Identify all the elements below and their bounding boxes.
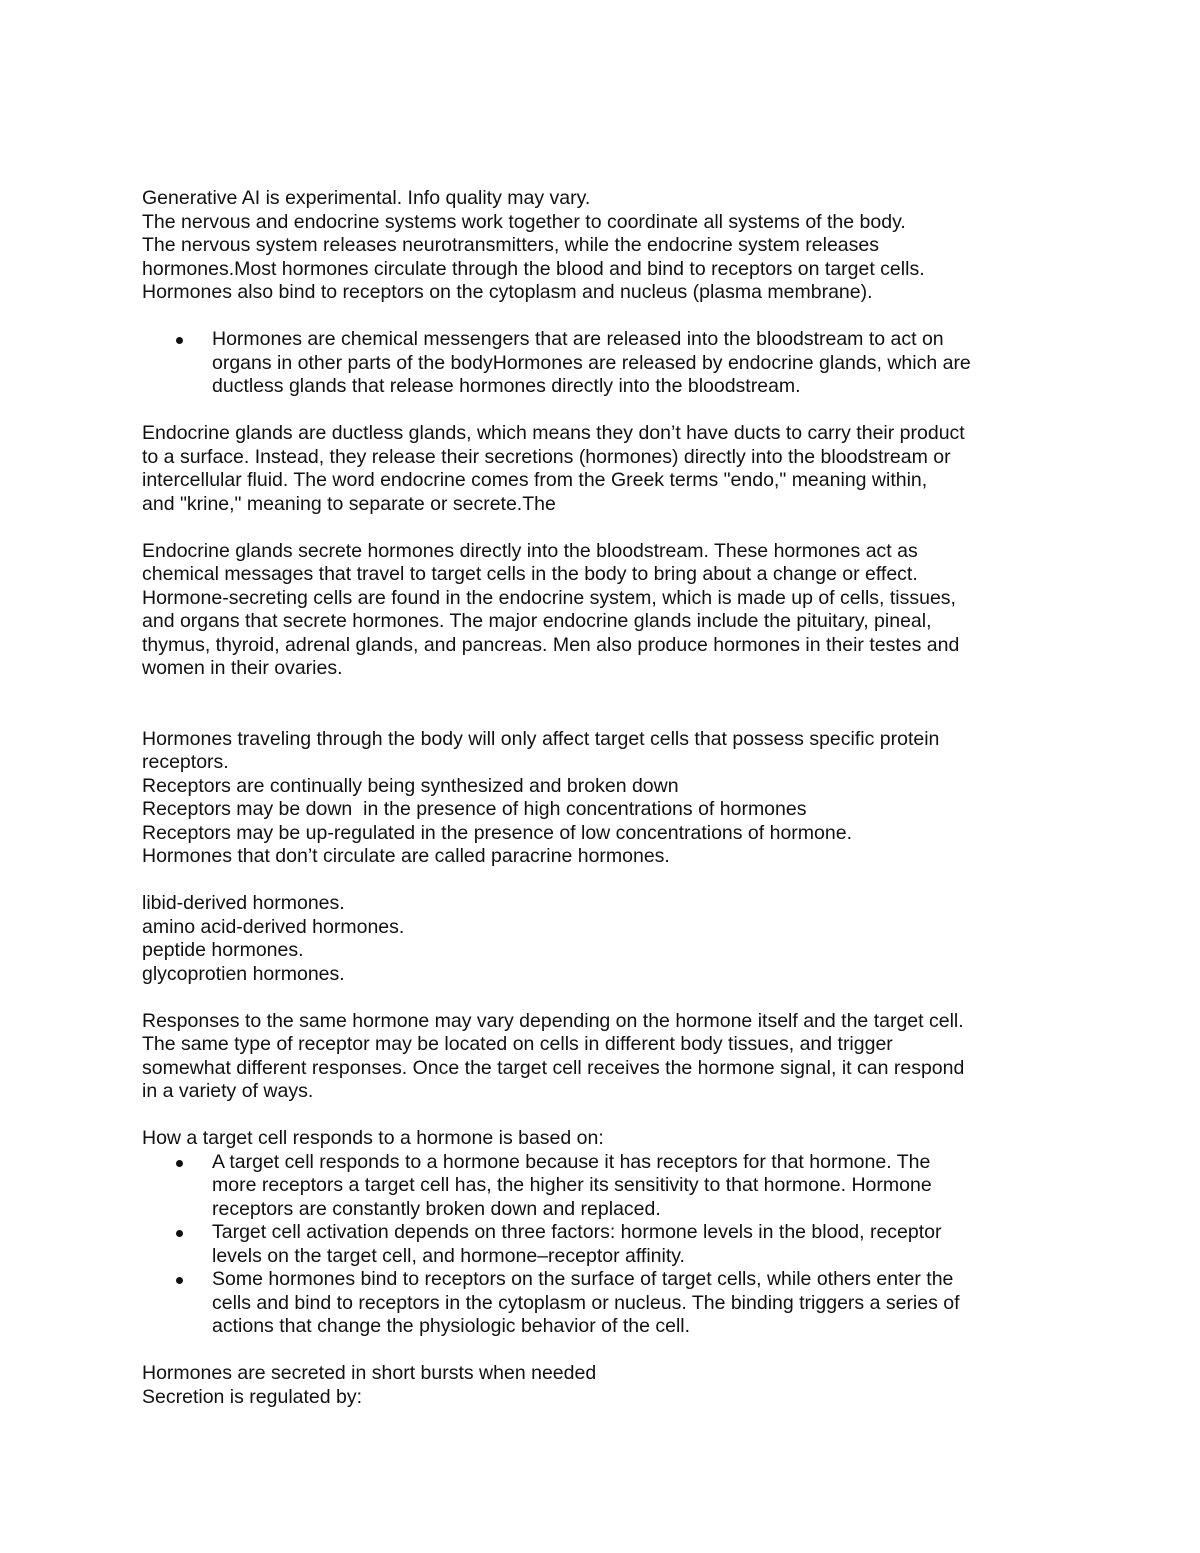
- text-line: Secretion is regulated by:: [142, 1385, 363, 1408]
- text-line: levels on the target cell, and hormone–receptor affinity.: [212, 1244, 685, 1267]
- text-line: libid-derived hormones.: [142, 892, 345, 914]
- text-line: receptors are constantly broken down and replaced.: [212, 1197, 661, 1220]
- text-line: chemical messages that travel to target cells in the body to bring about a change or effect.: [142, 563, 918, 585]
- document-page: [142, 187, 1062, 1409]
- text-line: Hormones are chemical messengers that are released into the bloodstream to act on: [212, 328, 944, 350]
- paragraph-spacer: [142, 986, 1062, 1010]
- paragraph-spacer: [142, 1104, 1062, 1128]
- list-item: [212, 1221, 1062, 1268]
- text-line: organs in other parts of the bodyHormones are released by endocrine glands, which are: [212, 351, 971, 374]
- text-line: The nervous and endocrine systems work together to coordinate all systems of the body.: [142, 210, 906, 233]
- intro-paragraph: [142, 187, 1062, 305]
- text-line: Receptors may be down in the presence of high concentrations of hormones: [142, 798, 807, 820]
- text-line: and organs that secrete hormones. The major endocrine glands include the pituitary, pineal,: [142, 610, 932, 632]
- text-line: Hormones traveling through the body will only affect target cells that possess specific protein: [142, 727, 940, 750]
- paragraph-spacer: [142, 869, 1062, 893]
- ductless-paragraph: [142, 422, 1062, 516]
- closing-paragraph: [142, 1362, 1062, 1409]
- bullet-icon: [176, 1160, 183, 1167]
- bullet-list-responses: [142, 1151, 1062, 1339]
- text-line: Receptors may be up-regulated in the presence of low concentrations of hormone.: [142, 821, 852, 844]
- text-line: receptors.: [142, 751, 229, 773]
- text-line: cells and bind to receptors in the cytoplasm or nucleus. The binding triggers a series of: [212, 1291, 960, 1314]
- text-line: glycoprotien hormones.: [142, 962, 345, 985]
- paragraph-spacer: [142, 516, 1062, 540]
- paragraph-spacer: [142, 399, 1062, 423]
- list-item: [212, 328, 1062, 399]
- text-line: Hormones that don’t circulate are called paracrine hormones.: [142, 845, 670, 867]
- text-line: How a target cell responds to a hormone is based on:: [142, 1127, 604, 1149]
- bullet-list-hormones: [142, 328, 1062, 399]
- text-line: Generative AI is experimental. Info quality may vary.: [142, 187, 591, 209]
- text-line: The same type of receptor may be located on cells in different body tissues, and trigger: [142, 1033, 893, 1055]
- text-line: hormones.Most hormones circulate through the blood and bind to receptors on target cells.: [142, 257, 925, 280]
- text-line: somewhat different responses. Once the target cell receives the hormone signal, it can respond: [142, 1056, 965, 1079]
- text-line: ductless glands that release hormones directly into the bloodstream.: [212, 375, 801, 397]
- text-line: Hormone-secreting cells are found in the endocrine system, which is made up of cells, tissues,: [142, 586, 956, 609]
- text-line: Hormones are secreted in short bursts when needed: [142, 1362, 597, 1384]
- text-line: in a variety of ways.: [142, 1080, 314, 1102]
- text-line: intercellular fluid. The word endocrine comes from the Greek terms "endo," meaning within,: [142, 469, 928, 491]
- text-line: Target cell activation depends on three factors: hormone levels in the blood, receptor: [212, 1221, 942, 1243]
- text-line: Hormones also bind to receptors on the cytoplasm and nucleus (plasma membrane).: [142, 281, 873, 303]
- text-line: peptide hormones.: [142, 939, 304, 961]
- text-line: actions that change the physiologic behavior of the cell.: [212, 1315, 691, 1337]
- text-line: Endocrine glands secrete hormones directly into the bloodstream. These hormones act as: [142, 539, 918, 562]
- text-line: Receptors are continually being synthesized and broken down: [142, 774, 679, 797]
- text-line: women in their ovaries.: [142, 657, 343, 679]
- how-heading: [142, 1127, 1062, 1151]
- receptors-paragraph: [142, 728, 1062, 869]
- bullet-icon: [176, 337, 183, 344]
- text-line: amino acid-derived hormones.: [142, 915, 405, 938]
- text-line: A target cell responds to a hormone because it has receptors for that hormone. The: [212, 1150, 931, 1173]
- paragraph-spacer: [142, 1339, 1062, 1363]
- text-line: Endocrine glands are ductless glands, which means they don’t have ducts to carry their product: [142, 422, 965, 444]
- bullet-icon: [176, 1230, 183, 1237]
- bullet-icon: [176, 1277, 183, 1284]
- responses-paragraph: [142, 1010, 1062, 1104]
- text-line: more receptors a target cell has, the higher its sensitivity to that hormone. Hormone: [212, 1174, 932, 1196]
- text-line: and "krine," meaning to separate or secrete.The: [142, 492, 556, 515]
- list-item: [212, 1268, 1062, 1339]
- list-item: [212, 1151, 1062, 1222]
- text-line: Responses to the same hormone may vary depending on the hormone itself and the target cell.: [142, 1009, 964, 1032]
- text-line: thymus, thyroid, adrenal glands, and pancreas. Men also produce hormones in their testes and: [142, 633, 960, 656]
- text-line: Some hormones bind to receptors on the surface of target cells, while others enter the: [212, 1268, 954, 1290]
- paragraph-spacer: [142, 305, 1062, 329]
- secrete-paragraph: [142, 540, 1062, 681]
- text-line: The nervous system releases neurotransmitters, while the endocrine system releases: [142, 234, 879, 256]
- paragraph-spacer: [142, 681, 1062, 728]
- hormone-types-list: [142, 892, 1062, 986]
- text-line: to a surface. Instead, they release their secretions (hormones) directly into the bloodstream or: [142, 445, 951, 468]
